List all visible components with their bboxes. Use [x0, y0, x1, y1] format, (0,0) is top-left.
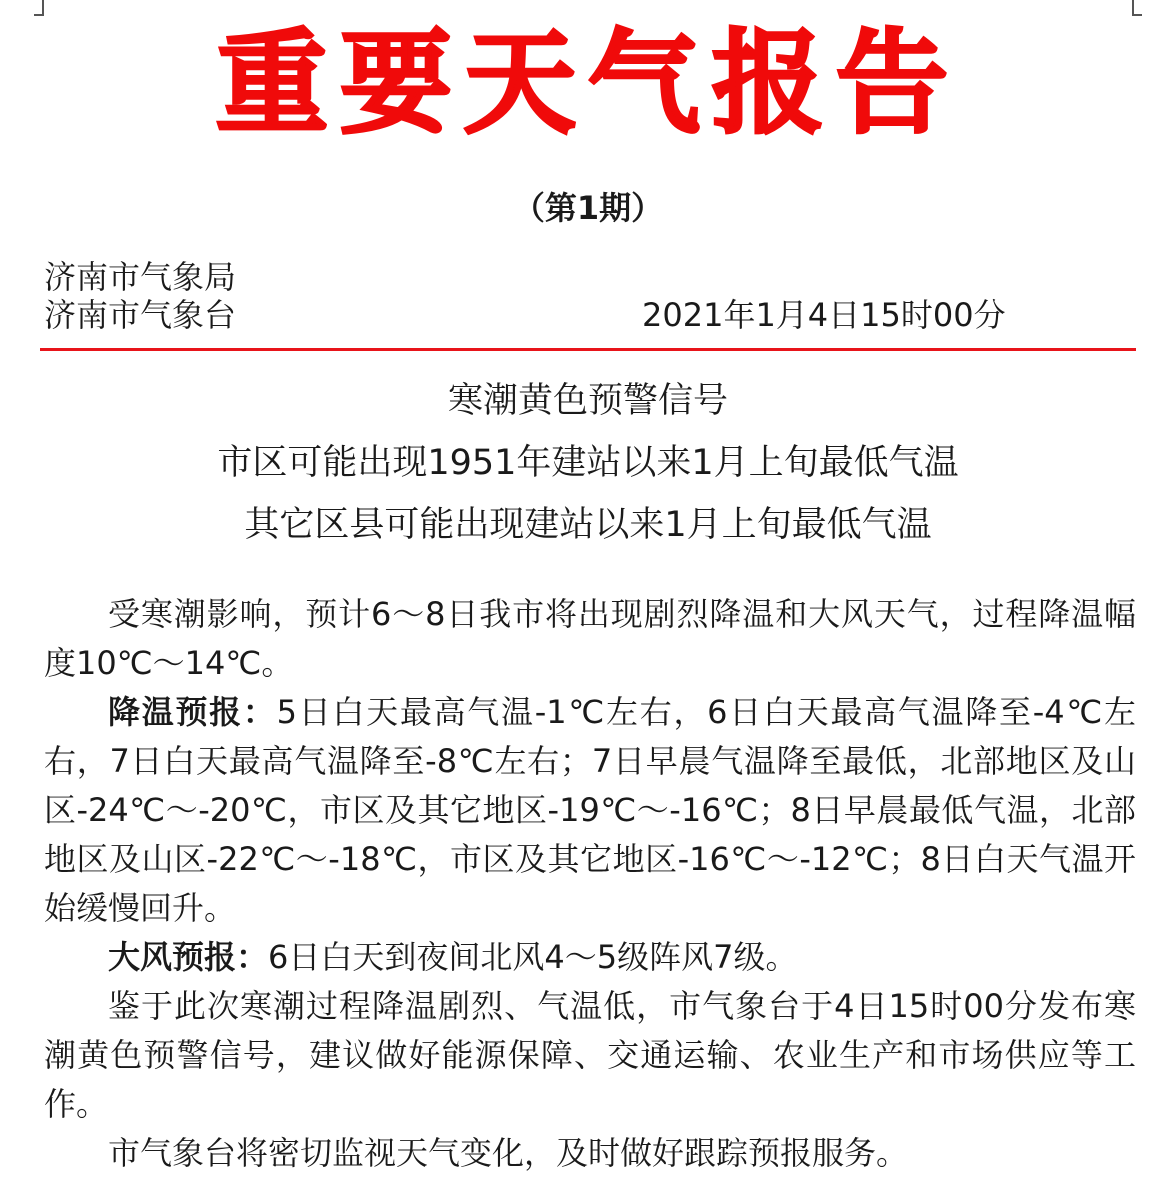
red-divider: [40, 348, 1136, 351]
crop-mark-left: [34, 0, 44, 16]
issue-time: 2021年1月4日15时00分: [642, 296, 1006, 334]
wind-forecast-text: 6日白天到夜间北风4～5级阵风7级。: [268, 938, 798, 976]
report-body: [44, 590, 1136, 1178]
issuer-bureau: 济南市气象局: [44, 258, 237, 296]
warning-signal-title: 寒潮黄色预警信号: [447, 381, 728, 421]
cooling-forecast-text: 5日白天最高气温-1℃左右，6日白天最高气温降至-4℃左右，7日白天最高气温降至-8℃左右；7日早晨气温降至最低，北部地区及山区-24℃～-20℃，市区及其它地区-19℃～-16℃；8日早晨最低气温，北部地区及山区-22℃～-18℃，市区及其它地区-16℃～-12℃；8日白天气温开始缓慢回升。: [44, 693, 1136, 927]
issue-number: （第1期）: [512, 189, 664, 227]
issuer-observatory: 济南市气象台: [44, 296, 237, 334]
paragraph-closing: 市气象台将密切监视天气变化，及时做好跟踪预报服务。: [108, 1134, 909, 1172]
wind-forecast-label: 大风预报：: [108, 938, 269, 976]
report-headline: 重要天气报告: [216, 19, 960, 149]
paragraph-overview: 受寒潮影响，预计6～8日我市将出现剧烈降温和大风天气，过程降温幅度10℃～14℃。: [44, 595, 1136, 682]
subtitle-city-record: 市区可能出现1951年建站以来1月上旬最低气温: [217, 443, 959, 483]
subtitle-county-record: 其它区县可能出现建站以来1月上旬最低气温: [244, 505, 932, 545]
paragraph-cooling-forecast: [44, 688, 1136, 933]
cooling-forecast-label: 降温预报：: [108, 693, 277, 731]
crop-mark-right: [1132, 0, 1142, 16]
paragraph-wind-forecast: [44, 933, 1136, 982]
paragraph-advice: 鉴于此次寒潮过程降温剧烈、气温低，市气象台于4日15时00分发布寒潮黄色预警信号，建议做好能源保障、交通运输、农业生产和市场供应等工作。: [44, 987, 1136, 1123]
